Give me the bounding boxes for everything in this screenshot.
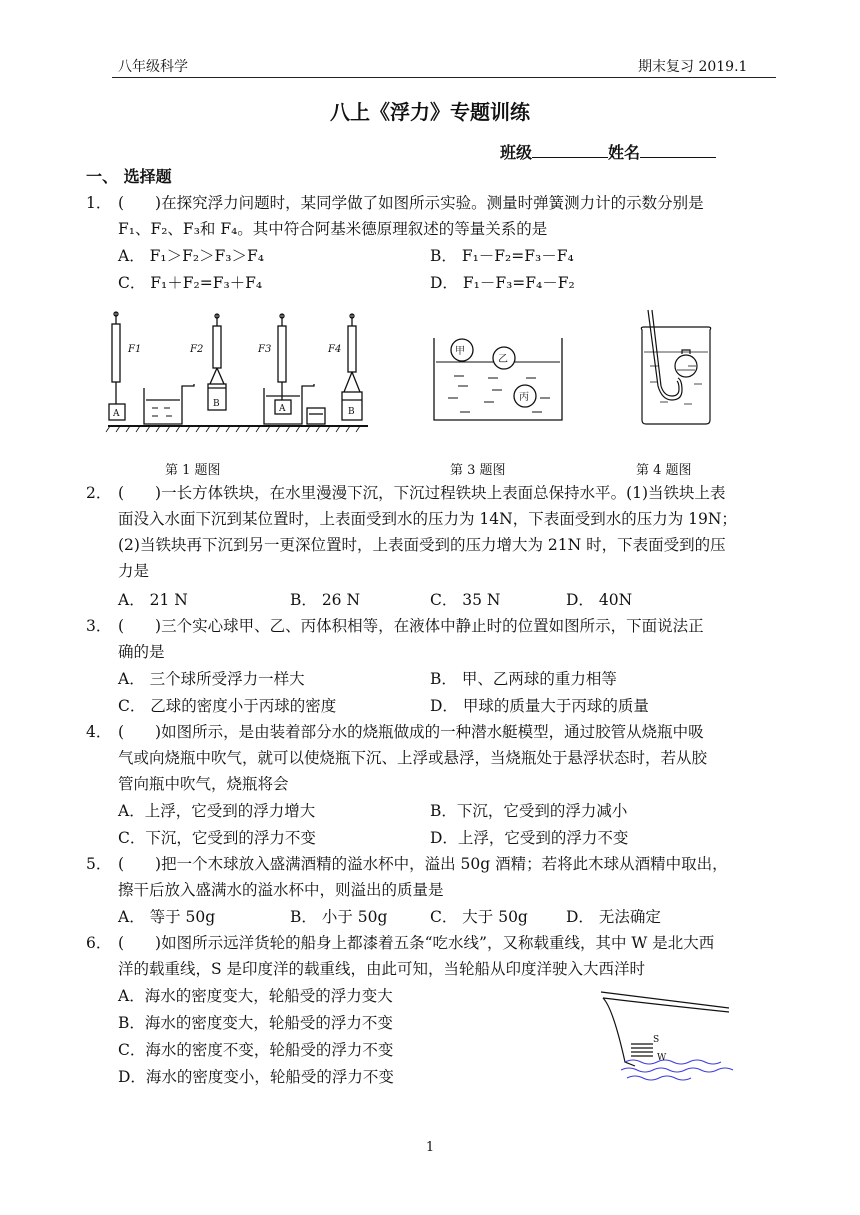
fig6-label-w: W <box>657 1053 667 1063</box>
option-b[interactable]: B． 小于 50g <box>290 908 388 926</box>
option-b[interactable]: B． 26 N <box>290 591 361 609</box>
fig3-label-bing: 丙 <box>519 392 529 403</box>
question-line: 面没入水面下沉到某位置时，上表面受到水的压力为 14N，下表面受到水的压力为 19N； <box>118 510 737 528</box>
header-rule <box>112 77 776 78</box>
question-line: F₁、F₂、F₃和 F₄。其中符合阿基米德原理叙述的等量关系的是 <box>118 220 548 238</box>
class-name-line <box>500 140 716 163</box>
option-a[interactable]: A． F₁＞F₂＞F₃＞F₄ <box>118 247 264 265</box>
fig1-block-b2: B <box>348 407 355 417</box>
question-1 <box>86 190 786 242</box>
question-line: 气或向烧瓶中吹气，就可以使烧瓶下沉、上浮或悬浮，当烧瓶处于悬浮状态时，若从胶 <box>118 749 708 767</box>
figure-1-experiment <box>100 308 375 440</box>
question-line: ( )三个实心球甲、乙、丙体积相等，在液体中静止时的位置如图所示，下面说法正 <box>118 617 704 635</box>
question-6 <box>86 930 786 982</box>
option-a[interactable]: A．上浮，它受到的浮力增大 <box>118 802 316 820</box>
question-line: ( )在探究浮力问题时，某同学做了如图所示实验。测量时弹簧测力计的示数分别是 <box>118 194 704 212</box>
option-d[interactable]: D． 40N <box>566 591 633 609</box>
option-a[interactable]: A． 21 N <box>118 591 188 609</box>
option-a[interactable]: A．海水的密度变大，轮船受的浮力变大 <box>118 987 393 1005</box>
option-d[interactable]: D． F₁－F₃=F₄－F₂ <box>430 274 575 292</box>
question-line: ( )一长方体铁块，在水里漫漫下沉，下沉过程铁块上表面总保持水平。(1)当铁块上表 <box>118 484 726 502</box>
question-5 <box>86 851 786 903</box>
option-d[interactable]: D．上浮，它受到的浮力不变 <box>430 829 629 847</box>
question-line: 确的是 <box>118 643 165 661</box>
fig1-label-f3: F3 <box>258 344 272 355</box>
header-right: 期末复习 2019.1 <box>638 59 748 75</box>
figure-3-balls <box>428 328 568 428</box>
section-heading: 一、 选择题 <box>86 167 172 186</box>
question-line: 管向瓶中吹气，烧瓶将会 <box>118 775 289 793</box>
option-b[interactable]: B． F₁－F₂=F₃－F₄ <box>430 247 574 265</box>
name-blank[interactable] <box>640 143 716 158</box>
option-b[interactable]: B． 甲、乙两球的重力相等 <box>430 670 617 688</box>
question-line: 洋的载重线，S 是印度洋的载重线，由此可知，当轮船从印度洋驶入大西洋时 <box>118 960 646 978</box>
fig1-block-a2: A <box>279 404 286 414</box>
fig1-block-b1: B <box>213 399 220 409</box>
question-2 <box>86 480 786 584</box>
option-d[interactable]: D． 甲球的质量大于丙球的质量 <box>430 697 649 715</box>
figure-4-caption: 第 4 题图 <box>636 463 692 478</box>
question-number: 5． <box>86 855 112 873</box>
figure-6-ship <box>595 984 735 1084</box>
option-c[interactable]: C．下沉，它受到的浮力不变 <box>118 829 316 847</box>
question-line: 擦干后放入盛满水的溢水杯中，则溢出的质量是 <box>118 881 444 899</box>
class-blank[interactable] <box>532 143 608 158</box>
question-line: (2)当铁块再下沉到另一更深位置时，上表面受到的压力增大为 21N 时，下表面受到的压 <box>118 536 726 554</box>
fig3-label-jia: 甲 <box>455 346 465 357</box>
fig1-label-f4: F4 <box>328 344 342 355</box>
option-d[interactable]: D． 无法确定 <box>566 908 661 926</box>
option-c[interactable]: C． 35 N <box>430 591 501 609</box>
question-number: 6． <box>86 934 112 952</box>
question-line: ( )如图所示远洋货轮的船身上都漆着五条“吃水线”，又称载重线，其中 W 是北大西 <box>118 934 715 952</box>
figure-3-caption: 第 3 题图 <box>450 463 506 478</box>
question-line: 力是 <box>118 562 150 580</box>
figure-1-caption: 第 1 题图 <box>165 463 221 478</box>
question-number: 3． <box>86 617 112 635</box>
fig1-block-a1: A <box>113 409 120 419</box>
name-label: 姓名 <box>608 143 641 162</box>
question-number: 1． <box>86 194 112 212</box>
page-number: 1 <box>425 1140 435 1155</box>
question-4 <box>86 719 786 797</box>
header-left: 八年级科学 <box>118 59 188 75</box>
option-a[interactable]: A． 等于 50g <box>118 908 216 926</box>
question-number: 2． <box>86 484 112 502</box>
page-title: 八上《浮力》专题训练 <box>330 100 530 124</box>
fig3-label-yi: 乙 <box>498 354 508 365</box>
option-c[interactable]: C． F₁＋F₂=F₃＋F₄ <box>118 274 263 292</box>
option-c[interactable]: C． 乙球的密度小于丙球的密度 <box>118 697 337 715</box>
fig1-label-f2: F2 <box>190 344 204 355</box>
option-b[interactable]: B．海水的密度变大，轮船受的浮力不变 <box>118 1014 393 1032</box>
option-c[interactable]: C． 大于 50g <box>430 908 528 926</box>
question-number: 4． <box>86 723 112 741</box>
question-line: ( )如图所示，是由装着部分水的烧瓶做成的一种潜水艇模型，通过胶管从烧瓶中吸 <box>118 723 704 741</box>
fig1-label-f1: F1 <box>128 344 142 355</box>
option-b[interactable]: B．下沉，它受到的浮力减小 <box>430 802 628 820</box>
option-c[interactable]: C．海水的密度不变，轮船受的浮力不变 <box>118 1041 394 1059</box>
fig6-label-s: S <box>653 1035 660 1045</box>
figure-4-submarine <box>636 306 716 430</box>
class-label: 班级 <box>500 143 533 162</box>
question-3 <box>86 613 786 665</box>
option-d[interactable]: D．海水的密度变小，轮船受的浮力不变 <box>118 1068 394 1086</box>
option-a[interactable]: A． 三个球所受浮力一样大 <box>118 670 305 688</box>
question-line: ( )把一个木球放入盛满酒精的溢水杯中，溢出 50g 酒精；若将此木球从酒精中取出， <box>118 855 728 873</box>
